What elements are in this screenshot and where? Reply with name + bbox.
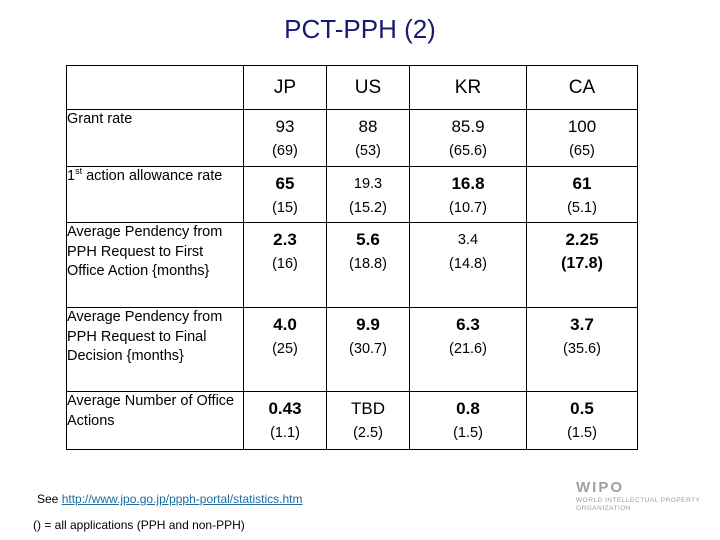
cell-all-apps: (1.5) xyxy=(567,425,597,441)
cell-value: 2.25 xyxy=(565,230,599,249)
header-jp: JP xyxy=(244,66,327,110)
cell-value: 93 xyxy=(275,117,295,136)
header-kr: KR xyxy=(410,66,527,110)
cell-all-apps: (1.1) xyxy=(270,425,300,441)
cell-all-apps: (30.7) xyxy=(349,341,387,357)
table-row xyxy=(67,110,638,167)
cell-value: 0.5 xyxy=(570,399,594,418)
cell-value: 61 xyxy=(572,174,592,193)
cell-value: 100 xyxy=(567,117,597,136)
cell-all-apps: (5.1) xyxy=(567,200,597,216)
cell-value: 5.6 xyxy=(356,230,380,249)
row-label: Grant rate xyxy=(67,110,244,167)
cell-kr xyxy=(410,223,527,308)
table-row xyxy=(67,167,638,223)
cell-all-apps: (1.5) xyxy=(453,425,483,441)
cell-ca xyxy=(527,392,638,450)
cell-ca xyxy=(527,308,638,392)
cell-all-apps: (14.8) xyxy=(449,256,487,272)
cell-all-apps: (65) xyxy=(569,143,595,159)
row-label: Average Number of Office Actions xyxy=(67,392,244,450)
cell-all-apps: (17.8) xyxy=(561,255,603,272)
cell-us xyxy=(327,110,410,167)
cell-all-apps: (25) xyxy=(272,341,298,357)
cell-all-apps: (16) xyxy=(272,256,298,272)
cell-us xyxy=(327,223,410,308)
cell-all-apps: (2.5) xyxy=(353,425,383,441)
cell-value: 3.4 xyxy=(457,232,479,248)
cell-all-apps: (35.6) xyxy=(563,341,601,357)
cell-value: TBD xyxy=(351,399,385,418)
cell-ca xyxy=(527,110,638,167)
source-note: See http://www.jpo.go.jp/ppph-portal/statistics.htm xyxy=(37,492,303,506)
cell-value: 9.9 xyxy=(356,315,380,334)
cell-all-apps: (10.7) xyxy=(449,200,487,216)
cell-kr xyxy=(410,110,527,167)
cell-value: 0.43 xyxy=(268,399,302,418)
statistics-table xyxy=(66,65,638,450)
cell-kr xyxy=(410,308,527,392)
table-header-row xyxy=(67,66,638,110)
table-row xyxy=(67,223,638,308)
cell-all-apps: (15) xyxy=(272,200,298,216)
row-label: 1st action allowance rate xyxy=(67,167,244,223)
cell-value: 19.3 xyxy=(353,176,383,192)
cell-kr xyxy=(410,392,527,450)
statistics-link[interactable]: http://www.jpo.go.jp/ppph-portal/statistics.htm xyxy=(61,492,303,506)
cell-all-apps: (15.2) xyxy=(349,200,387,216)
cell-all-apps: (53) xyxy=(355,143,381,159)
cell-jp xyxy=(244,110,327,167)
cell-jp xyxy=(244,167,327,223)
header-empty-cell xyxy=(67,66,244,110)
cell-all-apps: (18.8) xyxy=(349,256,387,272)
cell-value: 88 xyxy=(358,117,378,136)
cell-value: 16.8 xyxy=(451,174,485,193)
cell-kr xyxy=(410,167,527,223)
cell-ca xyxy=(527,223,638,308)
table-row xyxy=(67,392,638,450)
cell-value: 2.3 xyxy=(273,230,297,249)
cell-us xyxy=(327,308,410,392)
logo-subtitle: WORLD INTELLECTUAL PROPERTY ORGANIZATION xyxy=(576,497,701,512)
cell-value: 65 xyxy=(275,174,295,193)
cell-value: 3.7 xyxy=(570,315,594,334)
cell-value: 6.3 xyxy=(456,315,480,334)
cell-value: 85.9 xyxy=(451,117,485,136)
legend-note: () = all applications (PPH and non-PPH) xyxy=(33,518,245,532)
row-label: Average Pendency from PPH Request to Final Decision {months} xyxy=(67,308,244,392)
cell-value: 0.8 xyxy=(456,399,480,418)
cell-us xyxy=(327,167,410,223)
slide-title: PCT-PPH (2) xyxy=(284,14,436,44)
cell-jp xyxy=(244,223,327,308)
header-us: US xyxy=(327,66,410,110)
cell-all-apps: (65.6) xyxy=(449,143,487,159)
wipo-logo xyxy=(576,479,716,519)
cell-ca xyxy=(527,167,638,223)
logo-name: WIPO xyxy=(576,479,624,496)
cell-jp xyxy=(244,308,327,392)
cell-jp xyxy=(244,392,327,450)
cell-value: 4.0 xyxy=(273,315,297,334)
cell-all-apps: (21.6) xyxy=(449,341,487,357)
row-label: Average Pendency from PPH Request to First Office Action {months} xyxy=(67,223,244,308)
header-ca: CA xyxy=(527,66,638,110)
table-row xyxy=(67,308,638,392)
cell-all-apps: (69) xyxy=(272,143,298,159)
cell-us xyxy=(327,392,410,450)
